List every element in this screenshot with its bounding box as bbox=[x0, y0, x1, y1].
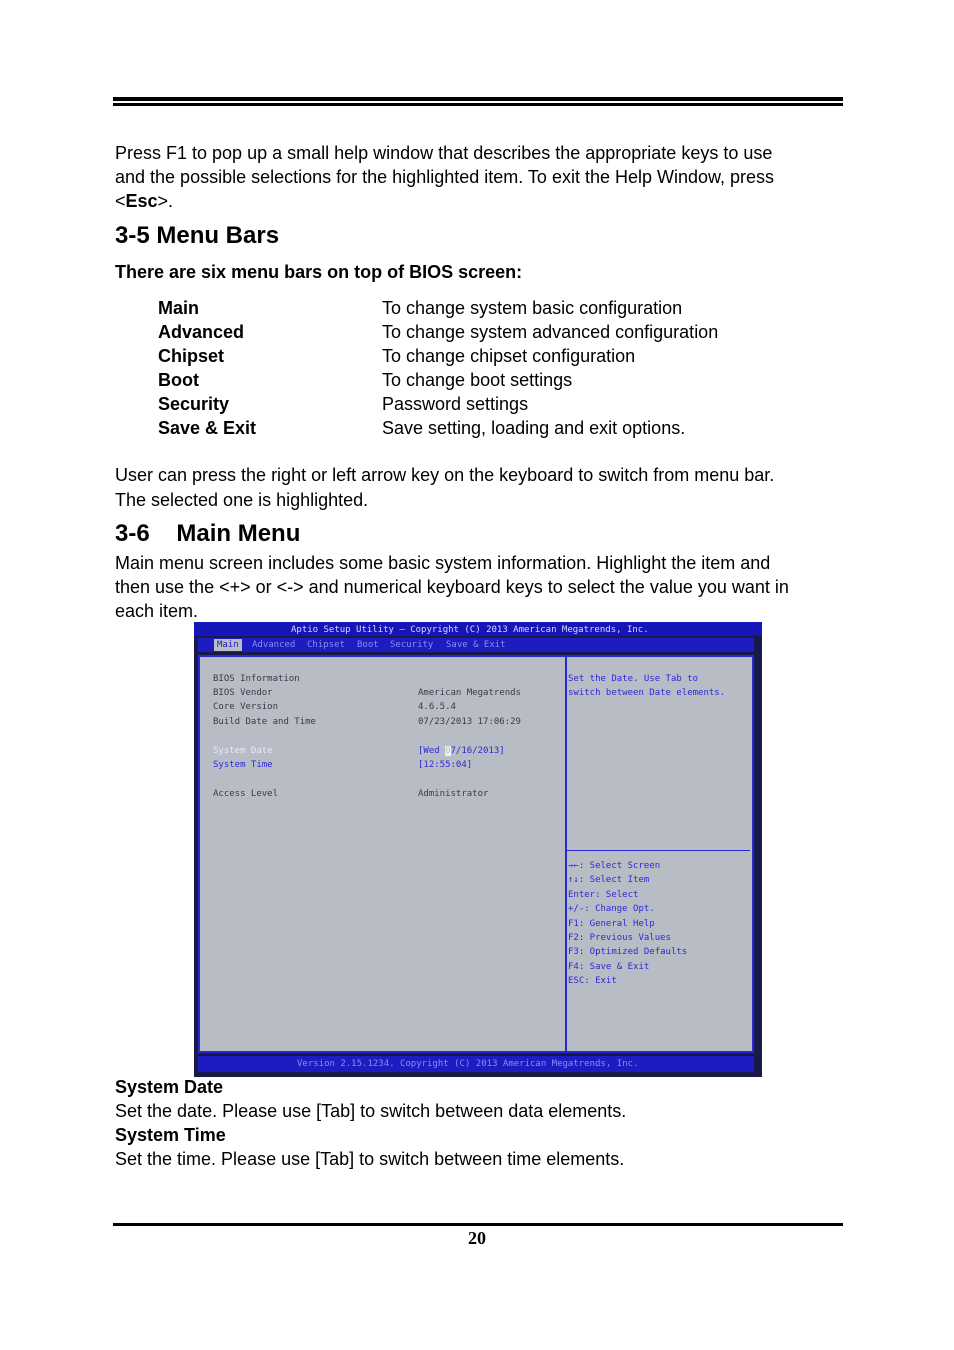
date-prefix: [Wed bbox=[418, 746, 446, 756]
bios-screenshot bbox=[194, 622, 762, 1077]
menu-row-advanced bbox=[158, 320, 718, 344]
bios-help-line: Set the Date. Use Tab to bbox=[568, 674, 699, 684]
bios-footer-bar bbox=[198, 1056, 754, 1072]
menu-name: Chipset bbox=[158, 346, 225, 366]
intro-line-2: and the possible selections for the highlighted item. To exit the Help Window, press bbox=[115, 167, 775, 187]
bios-row-value: 4.6.5.4 bbox=[418, 702, 456, 712]
bios-row-value: 07/23/2013 17:06:29 bbox=[418, 717, 521, 727]
bios-key-hint: F4: Save & Exit bbox=[568, 962, 650, 972]
menu-row-boot bbox=[158, 368, 718, 392]
menu-row-save-exit bbox=[158, 416, 718, 440]
bios-menu-bar bbox=[198, 638, 754, 652]
main-menu-line-1: Main menu screen includes some basic system information. Highlight the item and bbox=[115, 553, 771, 573]
bios-system-date-label[interactable]: System Date bbox=[213, 746, 273, 756]
esc-close: >. bbox=[157, 191, 174, 211]
menu-name: Main bbox=[158, 298, 200, 318]
menu-desc: Save setting, loading and exit options. bbox=[382, 418, 686, 438]
bios-system-date-value[interactable] bbox=[418, 746, 505, 756]
bios-row-value: American Megatrends bbox=[418, 688, 521, 698]
date-rest: 7/16/2013] bbox=[450, 746, 505, 756]
bios-key-hint: →←: Select Screen bbox=[568, 861, 661, 871]
menu-row-chipset bbox=[158, 344, 718, 368]
bios-divider-horizontal bbox=[567, 850, 750, 851]
bios-key-hint: ESC: Exit bbox=[568, 976, 617, 986]
bios-body bbox=[198, 655, 754, 1053]
bios-key-hint: F2: Previous Values bbox=[568, 933, 671, 943]
menu-name: Security bbox=[158, 394, 230, 414]
bios-help-line: switch between Date elements. bbox=[568, 688, 726, 698]
bios-key-hint: F3: Optimized Defaults bbox=[568, 947, 688, 957]
bios-tab-main[interactable]: Main bbox=[214, 639, 242, 651]
section-heading-menu-bars: 3-5 Menu Bars bbox=[115, 222, 280, 249]
bios-tab-advanced[interactable]: Advanced bbox=[252, 640, 296, 650]
bios-access-value: Administrator bbox=[418, 789, 489, 799]
bios-key-hint: Enter: Select bbox=[568, 890, 639, 900]
main-menu-line-3: each item. bbox=[115, 601, 199, 621]
menu-name: Boot bbox=[158, 370, 199, 390]
menu-name: Advanced bbox=[158, 322, 245, 342]
system-time-heading: System Time bbox=[115, 1125, 226, 1145]
system-date-section bbox=[115, 1075, 626, 1171]
menu-bars-subheading: There are six menu bars on top of BIOS screen: bbox=[115, 262, 523, 282]
menu-desc: To change boot settings bbox=[382, 370, 573, 390]
main-menu-line-2: then use the <+> or <-> and numerical keyboard keys to select the value you want in bbox=[115, 577, 789, 597]
bios-tab-save-exit[interactable]: Save & Exit bbox=[446, 640, 506, 650]
note-line-1: User can press the right or left arrow key on the keyboard to switch from menu bar. bbox=[115, 465, 775, 485]
menu-row-security bbox=[158, 392, 718, 416]
menu-desc: To change system basic configuration bbox=[382, 298, 683, 318]
bios-system-time-value[interactable]: [12:55:04] bbox=[418, 760, 473, 770]
menu-bars-note bbox=[115, 463, 840, 513]
bios-access-label: Access Level bbox=[213, 789, 279, 799]
section-heading-main-menu: 3-6 Main Menu bbox=[115, 520, 301, 547]
menu-desc: To change system advanced configuration bbox=[382, 322, 719, 342]
bios-row-label: BIOS Vendor bbox=[213, 688, 273, 698]
bios-row-label: Build Date and Time bbox=[213, 717, 316, 727]
header-rule-thin bbox=[113, 103, 843, 106]
bios-divider-vertical bbox=[565, 657, 567, 1051]
date-cursor: 0 bbox=[445, 746, 451, 756]
bios-tab-boot[interactable]: Boot bbox=[357, 640, 379, 650]
bios-system-time-label[interactable]: System Time bbox=[213, 760, 273, 770]
bios-title-bar bbox=[194, 622, 762, 636]
bios-row-label: Core Version bbox=[213, 702, 279, 712]
esc-open: < bbox=[115, 191, 126, 211]
esc-key: Esc bbox=[125, 191, 158, 211]
system-date-heading: System Date bbox=[115, 1077, 224, 1097]
intro-line-3 bbox=[115, 189, 840, 213]
bios-key-hint: ↑↓: Select Item bbox=[568, 875, 650, 885]
bios-key-hint: +/-: Change Opt. bbox=[568, 904, 655, 914]
intro-paragraph bbox=[115, 141, 840, 213]
bios-tab-chipset[interactable]: Chipset bbox=[307, 640, 345, 650]
bios-tab-security[interactable]: Security bbox=[390, 640, 434, 650]
menu-bars-list bbox=[158, 296, 718, 440]
page-number: 20 bbox=[468, 1228, 486, 1248]
menu-row-main bbox=[158, 296, 718, 320]
header-rule-thick bbox=[113, 97, 843, 101]
bios-footer-text: Version 2.15.1234. Copyright (C) 2013 American Megatrends, Inc. bbox=[297, 1059, 639, 1069]
menu-name: Save & Exit bbox=[158, 418, 257, 438]
menu-desc: To change chipset configuration bbox=[382, 346, 636, 366]
bios-key-hint: F1: General Help bbox=[568, 919, 655, 929]
note-line-2: The selected one is highlighted. bbox=[115, 490, 369, 510]
system-date-text: Set the date. Please use [Tab] to switch between data elements. bbox=[115, 1101, 627, 1121]
system-time-text: Set the time. Please use [Tab] to switch between time elements. bbox=[115, 1149, 625, 1169]
footer-rule bbox=[113, 1223, 843, 1226]
main-menu-paragraph bbox=[115, 551, 840, 623]
bios-title-text: Aptio Setup Utility – Copyright (C) 2013 American Megatrends, Inc. bbox=[291, 625, 649, 635]
bios-row-label: BIOS Information bbox=[213, 674, 300, 684]
menu-desc: Password settings bbox=[382, 394, 529, 414]
intro-line-1: Press F1 to pop up a small help window that describes the appropriate keys to use bbox=[115, 143, 773, 163]
